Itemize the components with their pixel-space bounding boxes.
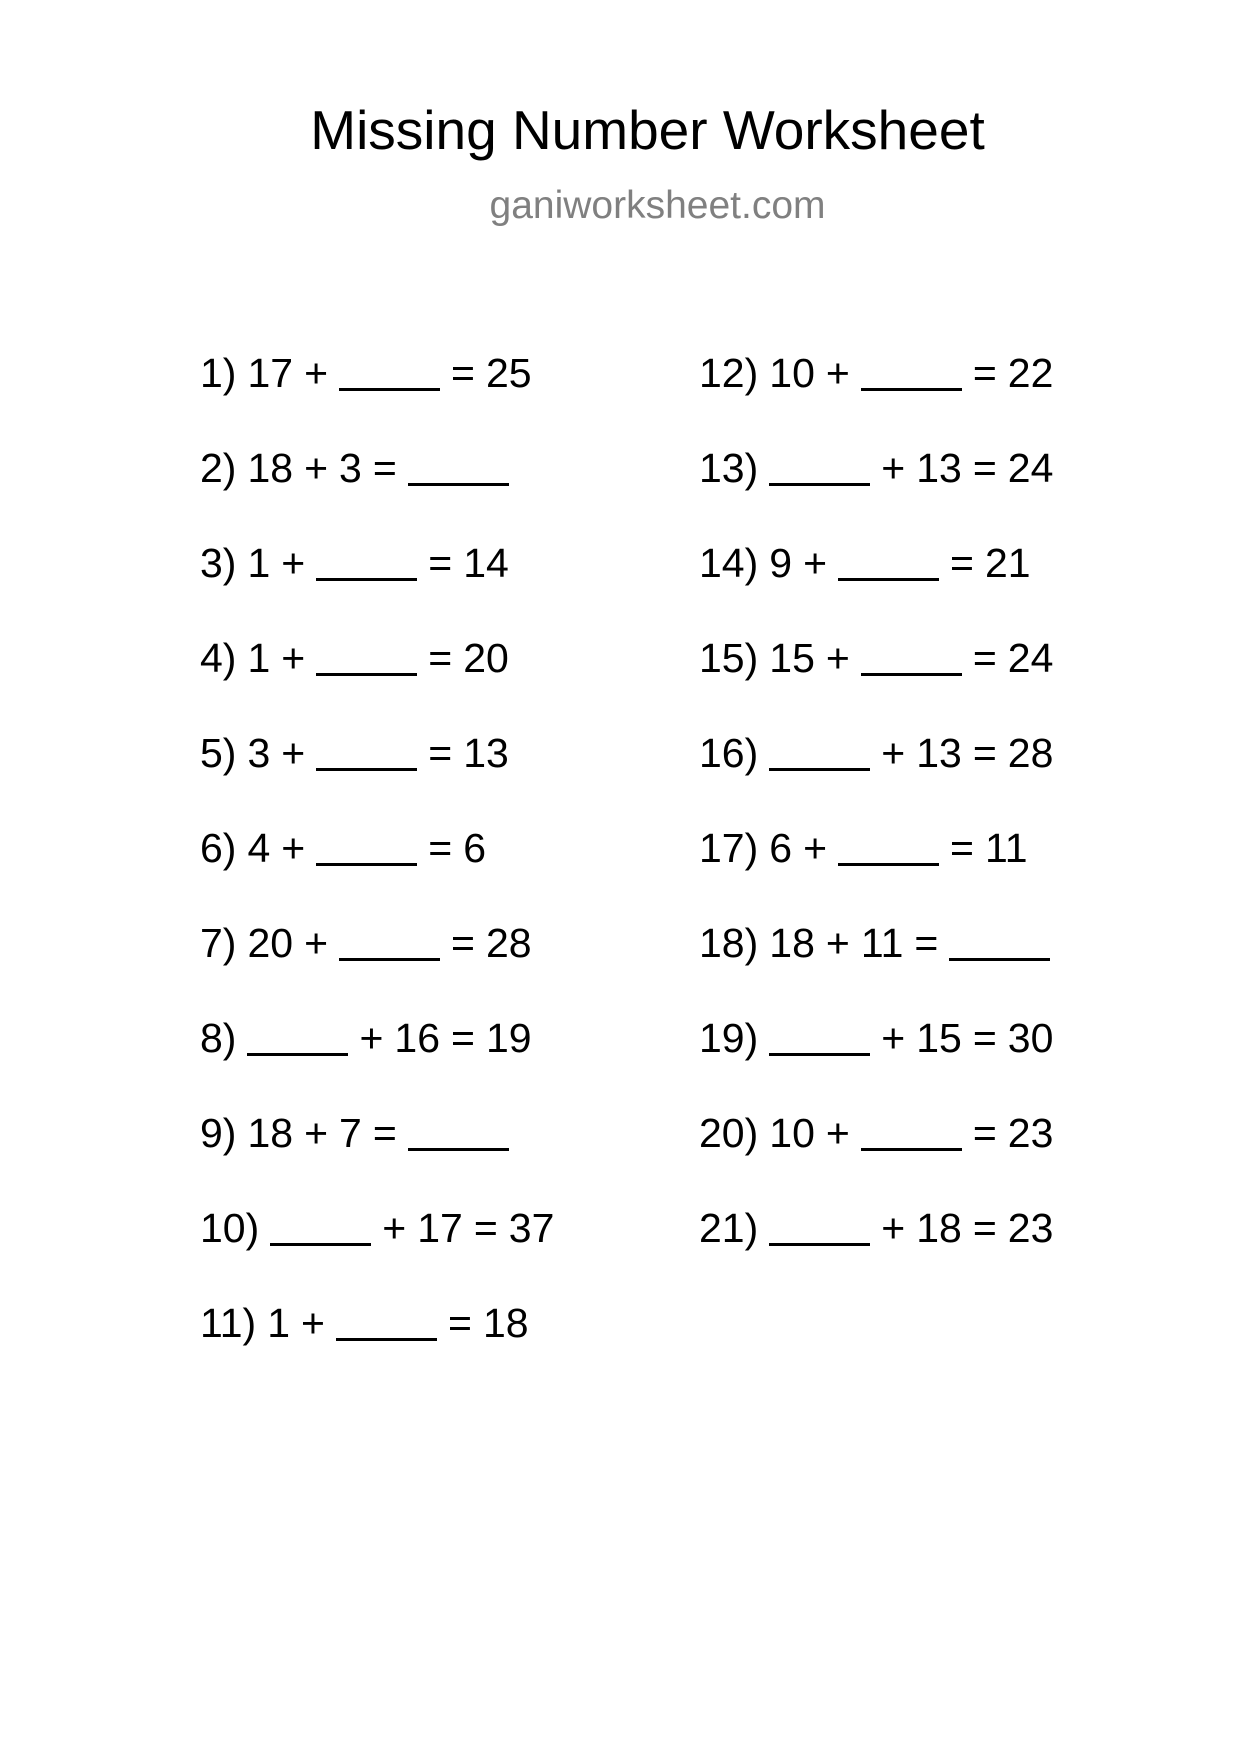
problem-number: 19) <box>699 1015 759 1061</box>
problem-number: 10) <box>200 1205 260 1251</box>
answer-blank[interactable] <box>769 482 870 486</box>
equals-sign: = <box>372 1110 397 1156</box>
equals-sign: = <box>914 920 939 966</box>
result: 24 <box>1007 635 1054 681</box>
equals-sign: = <box>428 825 453 871</box>
result: 20 <box>463 635 509 681</box>
problem-item <box>200 348 554 443</box>
operand-a: 18 <box>769 920 815 966</box>
operand-a: 1 <box>247 635 271 681</box>
problem-item <box>200 633 554 728</box>
problem-number: 16) <box>699 730 759 776</box>
equals-sign: = <box>950 825 974 871</box>
operand-a: 1 <box>267 1300 291 1346</box>
problem-item <box>699 918 1053 1013</box>
operand-b: 7 <box>339 1110 362 1156</box>
answer-blank[interactable] <box>769 1242 870 1246</box>
equals-sign: = <box>428 635 453 681</box>
answer-blank[interactable] <box>339 957 440 961</box>
result: 24 <box>1007 445 1054 491</box>
problem-item <box>699 443 1053 538</box>
operand-a: 10 <box>769 1110 815 1156</box>
plus-sign: + <box>281 825 306 871</box>
equals-sign: = <box>451 1015 475 1061</box>
equals-sign: = <box>972 635 997 681</box>
result: 21 <box>984 540 1031 586</box>
problem-item <box>200 1298 554 1393</box>
operand-b: 18 <box>916 1205 962 1251</box>
problem-number: 8) <box>200 1015 237 1061</box>
problem-number: 7) <box>200 920 237 966</box>
plus-sign: + <box>825 920 850 966</box>
problem-number: 2) <box>200 445 237 491</box>
operand-a: 9 <box>769 540 793 586</box>
plus-sign: + <box>803 825 828 871</box>
answer-blank[interactable] <box>769 767 870 771</box>
plus-sign: + <box>304 350 329 396</box>
problem-item <box>200 728 554 823</box>
answer-blank[interactable] <box>270 1242 371 1246</box>
result: 30 <box>1007 1015 1054 1061</box>
operand-a: 1 <box>247 540 271 586</box>
answer-blank[interactable] <box>408 482 509 486</box>
problem-item <box>200 918 554 1013</box>
plus-sign: + <box>803 540 828 586</box>
operand-a: 15 <box>769 635 815 681</box>
operand-a: 18 <box>247 445 294 491</box>
plus-sign: + <box>825 1110 850 1156</box>
operand-b: 16 <box>394 1015 441 1061</box>
problem-item <box>699 1203 1053 1298</box>
worksheet-title: Missing Number Worksheet <box>310 99 985 161</box>
result: 14 <box>463 540 509 586</box>
operand-a: 20 <box>247 920 294 966</box>
plus-sign: + <box>382 1205 407 1251</box>
equals-sign: = <box>972 1205 997 1251</box>
plus-sign: + <box>281 635 306 681</box>
answer-blank[interactable] <box>247 1052 348 1056</box>
operand-b: 13 <box>916 730 962 776</box>
operand-b: 13 <box>916 445 962 491</box>
problem-item <box>699 348 1053 443</box>
equals-sign: = <box>428 540 453 586</box>
operand-a: 4 <box>247 825 271 871</box>
answer-blank[interactable] <box>316 672 417 676</box>
operand-a: 3 <box>247 730 271 776</box>
problem-number: 21) <box>699 1205 759 1251</box>
equals-sign: = <box>451 920 475 966</box>
equals-sign: = <box>950 540 974 586</box>
result: 18 <box>482 1300 529 1346</box>
operand-b: 11 <box>860 920 904 966</box>
problem-item <box>200 823 554 918</box>
problem-item <box>699 728 1053 823</box>
plus-sign: + <box>825 635 850 681</box>
answer-blank[interactable] <box>316 862 417 866</box>
result: 28 <box>485 920 532 966</box>
operand-a: 10 <box>769 350 815 396</box>
problem-number: 1) <box>200 350 237 396</box>
problem-item <box>699 823 1053 918</box>
result: 19 <box>485 1015 532 1061</box>
problem-item <box>200 1203 554 1298</box>
equals-sign: = <box>972 445 997 491</box>
problem-number: 11) <box>200 1300 257 1346</box>
problem-number: 12) <box>699 350 759 396</box>
equals-sign: = <box>972 730 997 776</box>
answer-blank[interactable] <box>861 672 962 676</box>
plus-sign: + <box>881 730 906 776</box>
answer-blank[interactable] <box>769 1052 870 1056</box>
equals-sign: = <box>451 350 475 396</box>
plus-sign: + <box>304 445 329 491</box>
problem-number: 3) <box>200 540 237 586</box>
problem-number: 17) <box>699 825 759 871</box>
equals-sign: = <box>428 730 453 776</box>
problem-item <box>200 538 554 633</box>
answer-blank[interactable] <box>316 767 417 771</box>
answer-blank[interactable] <box>949 957 1050 961</box>
plus-sign: + <box>304 920 329 966</box>
result: 23 <box>1007 1205 1054 1251</box>
operand-a: 18 <box>247 1110 294 1156</box>
plus-sign: + <box>281 730 306 776</box>
problem-number: 6) <box>200 825 237 871</box>
result: 37 <box>508 1205 555 1251</box>
answer-blank[interactable] <box>339 387 440 391</box>
operand-b: 17 <box>417 1205 463 1251</box>
answer-blank[interactable] <box>861 1147 962 1151</box>
result: 6 <box>463 825 486 871</box>
problem-number: 18) <box>699 920 759 966</box>
equals-sign: = <box>372 445 397 491</box>
answer-blank[interactable] <box>838 862 939 866</box>
result: 23 <box>1007 1110 1054 1156</box>
answer-blank[interactable] <box>336 1337 437 1341</box>
plus-sign: + <box>881 1205 906 1251</box>
equals-sign: = <box>972 350 997 396</box>
problem-item <box>200 443 554 538</box>
problem-item <box>200 1013 554 1108</box>
operand-b: 3 <box>339 445 362 491</box>
plus-sign: + <box>359 1015 384 1061</box>
problem-item <box>699 633 1053 728</box>
plus-sign: + <box>304 1110 329 1156</box>
plus-sign: + <box>881 445 906 491</box>
plus-sign: + <box>881 1015 906 1061</box>
problem-item <box>699 1108 1053 1203</box>
result: 22 <box>1007 350 1054 396</box>
problem-number: 20) <box>699 1110 759 1156</box>
problem-number: 5) <box>200 730 237 776</box>
plus-sign: + <box>825 350 850 396</box>
problem-item <box>200 1108 554 1203</box>
result: 28 <box>1007 730 1054 776</box>
equals-sign: = <box>972 1015 997 1061</box>
problem-number: 9) <box>200 1110 237 1156</box>
problem-item <box>699 1013 1053 1108</box>
problem-number: 14) <box>699 540 759 586</box>
problem-item <box>699 538 1053 633</box>
problem-number: 4) <box>200 635 237 681</box>
operand-a: 6 <box>769 825 793 871</box>
answer-blank[interactable] <box>838 577 939 581</box>
answer-blank[interactable] <box>861 387 962 391</box>
worksheet-source: ganiworksheet.com <box>489 184 826 227</box>
plus-sign: + <box>301 1300 325 1346</box>
problem-number: 15) <box>699 635 759 681</box>
answer-blank[interactable] <box>408 1147 509 1151</box>
problem-column-right <box>699 348 1053 1298</box>
equals-sign: = <box>972 1110 997 1156</box>
answer-blank[interactable] <box>316 577 417 581</box>
equals-sign: = <box>473 1205 498 1251</box>
result: 11 <box>984 825 1028 871</box>
result: 25 <box>485 350 532 396</box>
problem-number: 13) <box>699 445 759 491</box>
result: 13 <box>463 730 509 776</box>
plus-sign: + <box>281 540 306 586</box>
operand-b: 15 <box>916 1015 962 1061</box>
problem-column-left <box>200 348 554 1393</box>
operand-a: 17 <box>247 350 294 396</box>
equals-sign: = <box>447 1300 472 1346</box>
